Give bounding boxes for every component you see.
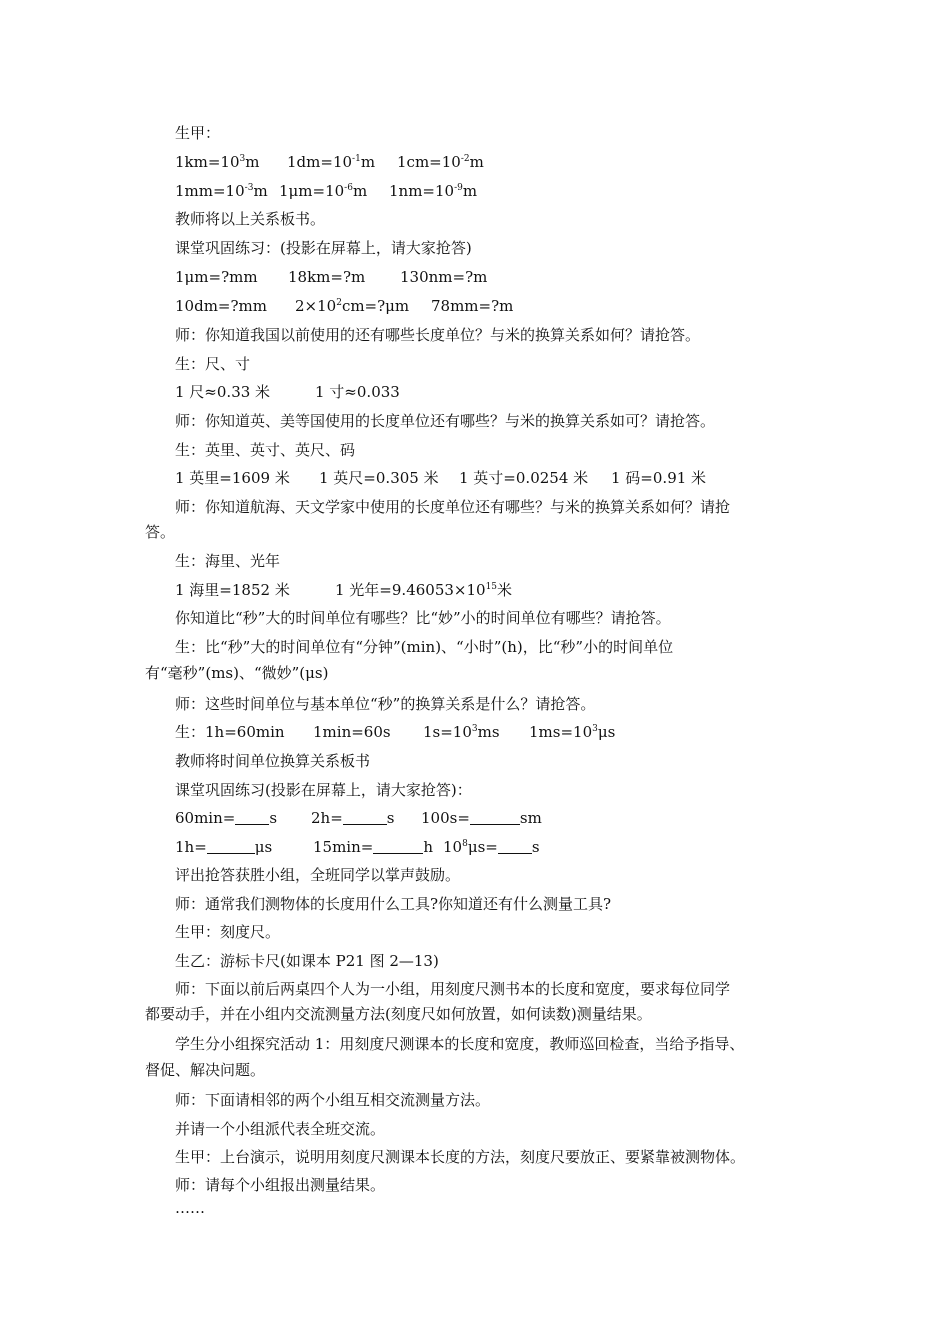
blank-row-2 [175, 837, 540, 857]
practice-item: 1μm=?mm [175, 268, 258, 286]
fill-item: 1h= μs [175, 838, 273, 856]
fill-item: 2h= s [311, 809, 395, 827]
unit-km: $1km=10^3m$ [175, 153, 260, 171]
text-line: 生：英里、英寸、英尺、码 [175, 441, 356, 459]
text-line: 师：你知道英、美等国使用的长度单位还有哪些？与米的换算关系如可？请抢答。 [175, 412, 716, 430]
practice-row-2 [175, 296, 513, 316]
text-line: 课堂巩固练习：(投影在屏幕上，请大家抢答) [175, 239, 472, 257]
practice-item: 130nm=?m [400, 268, 488, 286]
text-line: 教师将时间单位换算关系板书 [175, 752, 371, 770]
unit-row-1 [175, 152, 484, 172]
time-row [175, 722, 615, 742]
text-line: 答。 [145, 523, 176, 541]
text-line: 师：通常我们测物体的长度用什么工具?你知道还有什么测量工具? [175, 895, 612, 913]
fill-item: 15min= h [313, 838, 434, 856]
text-line: 都要动手，并在小组内交流测量方法(刻度尺如何放置，如何读数)测量结果。 [145, 1005, 652, 1023]
text-line: 师：下面请相邻的两个小组互相交流测量方法。 [175, 1091, 491, 1109]
text-line: 生乙：游标卡尺(如课本 P21 图 2—13) [175, 952, 439, 970]
conversion-item: 1 光年$=9.46053\times 10^{15}$米 [335, 581, 513, 599]
practice-item: $2\times 10^2cm=?\mu m$ [295, 297, 410, 315]
unit-um: $1\mu m=10^{-6}m$ [279, 182, 368, 200]
practice-item: 10dm=?mm [175, 297, 267, 315]
text-line: 生甲： [175, 124, 221, 142]
text-line: 师：你知道航海、天文学家中使用的长度单位还有哪些？与米的换算关系如何？请抢 [175, 498, 731, 516]
conversion-item: 1 英尺=0.305 米 [319, 469, 439, 487]
time-item: 1min=60s [313, 723, 391, 741]
conversion-item: 1 尺≈0.33 米 [175, 383, 271, 401]
fill-item: 100s= sm [421, 809, 542, 827]
time-item: $1s=10^3ms$ [423, 723, 500, 741]
conversion-item: 1 英寸=0.0254 米 [459, 469, 589, 487]
unit-row-2 [175, 181, 477, 201]
text-line: 生：尺、寸 [175, 355, 251, 373]
text-line: 课堂巩固练习(投影在屏幕上，请大家抢答)： [175, 781, 472, 799]
text-line: 师：你知道我国以前使用的还有哪些长度单位？与米的换算关系如何？请抢答。 [175, 326, 701, 344]
text-line: 学生分小组探究活动 1：用刻度尺测课本的长度和宽度，教师巡回检查，当给予指导、 [175, 1035, 745, 1053]
text-line: 有“毫秒”(ms)、“微妙”(μs) [145, 664, 329, 682]
blank-row-1 [175, 808, 542, 828]
text-line: 并请一个小组派代表全班交流。 [175, 1120, 386, 1138]
conversion-row [175, 382, 400, 402]
practice-row-1 [175, 267, 487, 287]
text-line: 师：下面以前后两桌四个人为一小组，用刻度尺测书本的长度和宽度，要求每位同学 [175, 980, 731, 998]
text-line: 生：海里、光年 [175, 552, 281, 570]
practice-item: 18km=?m [288, 268, 366, 286]
text-line: 生甲：上台演示，说明用刻度尺测课本长度的方法，刻度尺要放正、要紧靠被测物体。 [175, 1148, 746, 1166]
text-line: 你知道比“秒”大的时间单位有哪些？比“妙”小的时间单位有哪些？请抢答。 [175, 609, 671, 627]
text-line: 评出抢答获胜小组，全班同学以掌声鼓励。 [175, 866, 461, 884]
conversion-item: 1 英里=1609 米 [175, 469, 290, 487]
fill-item: 60min= s [175, 809, 278, 827]
ellipsis: …… [175, 1199, 205, 1217]
text-line: 师：请每个小组报出测量结果。 [175, 1176, 386, 1194]
time-item: 生：1h=60min [175, 723, 285, 741]
text-line: 师：这些时间单位与基本单位“秒”的换算关系是什么？请抢答。 [175, 695, 596, 713]
conversion-item: 1 码=0.91 米 [611, 469, 707, 487]
time-item: $1ms=10^3\mu s$ [529, 723, 616, 741]
conversion-row [175, 580, 512, 600]
unit-nm: $1nm=10^{-9}m$ [389, 182, 478, 200]
text-line: 督促、解决问题。 [145, 1061, 266, 1079]
conversion-row [175, 468, 706, 488]
unit-dm: $1dm=10^{-1}m$ [287, 153, 376, 171]
unit-mm: $1mm=10^{-3}m$ [175, 182, 268, 200]
text-line: 生甲：刻度尺。 [175, 923, 281, 941]
conversion-item: 1 海里=1852 米 [175, 581, 290, 599]
text-line: 教师将以上关系板书。 [175, 210, 326, 228]
fill-item: $10^8\mu s= s$ [443, 838, 540, 856]
conversion-item: 1 寸≈0.033 [315, 383, 400, 401]
text-line: 生：比“秒”大的时间单位有“分钟”(min)、“小时”(h)，比“秒”小的时间单位 [175, 638, 674, 656]
unit-cm: $1cm=10^{-2}m$ [397, 153, 484, 171]
practice-item: 78mm=?m [431, 297, 514, 315]
